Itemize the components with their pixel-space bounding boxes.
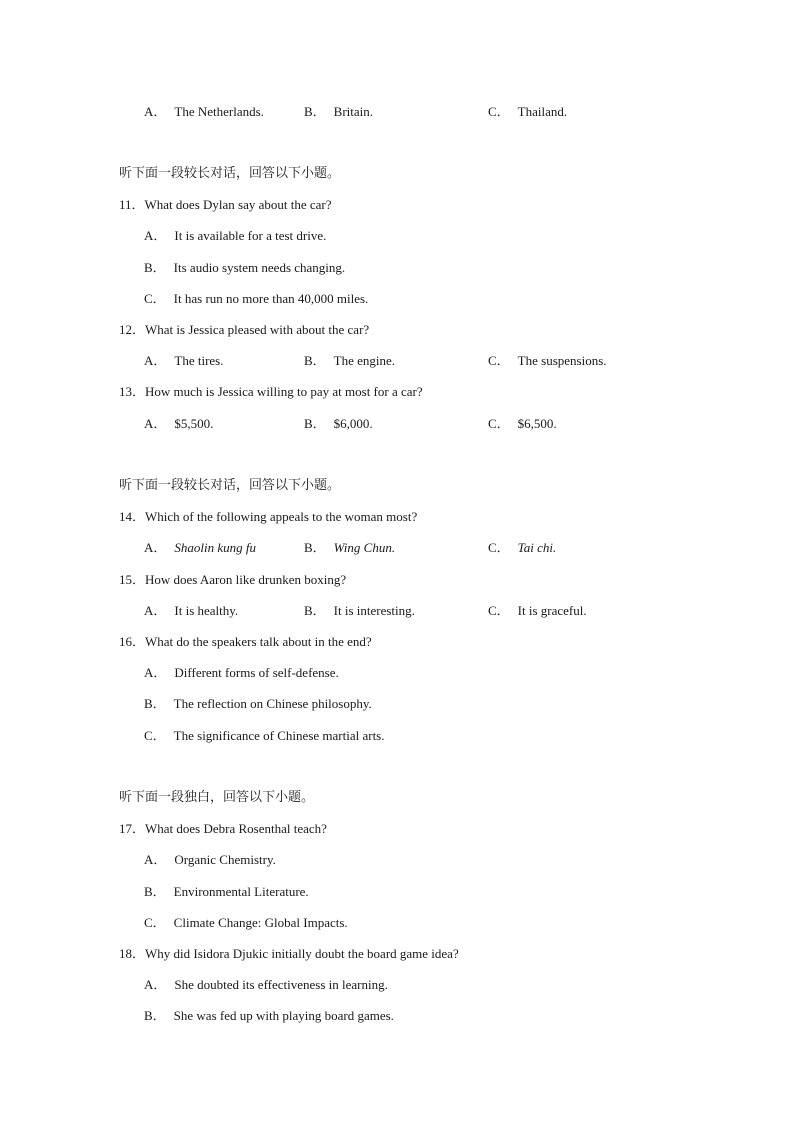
q18-option-a: A． She doubted its effectiveness in learning. — [144, 977, 388, 992]
q14-option-c: C． Tai chi. — [488, 540, 557, 555]
question-12: 12．What is Jessica pleased with about the car? — [119, 322, 370, 337]
q18-option-b: B． She was fed up with playing board games. — [144, 1008, 394, 1023]
q11-option-c: C． It has run no more than 40,000 miles. — [144, 291, 369, 306]
section-intro: 听下面一段独白，回答以下小题。 — [119, 790, 315, 805]
question-13: 13．How much is Jessica willing to pay at most for a car? — [119, 384, 423, 399]
question-17: 17．What does Debra Rosenthal teach? — [119, 821, 327, 836]
q17-option-b: B． Environmental Literature. — [144, 884, 309, 899]
q14-option-a: A． Shaolin kung fu — [144, 540, 256, 555]
q13-option-c: C． $6,500. — [488, 416, 557, 431]
q10-option-a: A． The Netherlands. — [144, 104, 264, 119]
q12-option-b: B． The engine. — [304, 353, 396, 368]
question-14: 14．Which of the following appeals to the woman most? — [119, 509, 418, 524]
q17-option-a: A． Organic Chemistry. — [144, 852, 276, 867]
question-18: 18．Why did Isidora Djukic initially doubt the board game idea? — [119, 946, 459, 961]
section-intro: 听下面一段较长对话，回答以下小题。 — [119, 166, 341, 181]
q11-option-b: B． Its audio system needs changing. — [144, 260, 346, 275]
q14-option-b: B． Wing Chun. — [304, 540, 396, 555]
question-16: 16．What do the speakers talk about in the end? — [119, 634, 372, 649]
q11-option-a: A． It is available for a test drive. — [144, 228, 327, 243]
q17-option-c: C． Climate Change: Global Impacts. — [144, 915, 348, 930]
q10-option-b: B． Britain. — [304, 104, 374, 119]
q10-option-c: C． Thailand. — [488, 104, 568, 119]
q13-option-b: B． $6,000. — [304, 416, 373, 431]
question-11: 11．What does Dylan say about the car? — [119, 197, 332, 212]
q16-option-a: A． Different forms of self-defense. — [144, 665, 339, 680]
q13-option-a: A． $5,500. — [144, 416, 214, 431]
section-intro: 听下面一段较长对话，回答以下小题。 — [119, 478, 341, 493]
question-15: 15．How does Aaron like drunken boxing? — [119, 572, 347, 587]
q16-option-c: C． The significance of Chinese martial arts. — [144, 728, 385, 743]
q15-option-b: B． It is interesting. — [304, 603, 415, 618]
q15-option-c: C． It is graceful. — [488, 603, 587, 618]
q12-option-c: C． The suspensions. — [488, 353, 607, 368]
q12-option-a: A． The tires. — [144, 353, 224, 368]
q15-option-a: A． It is healthy. — [144, 603, 239, 618]
q16-option-b: B． The reflection on Chinese philosophy. — [144, 696, 372, 711]
